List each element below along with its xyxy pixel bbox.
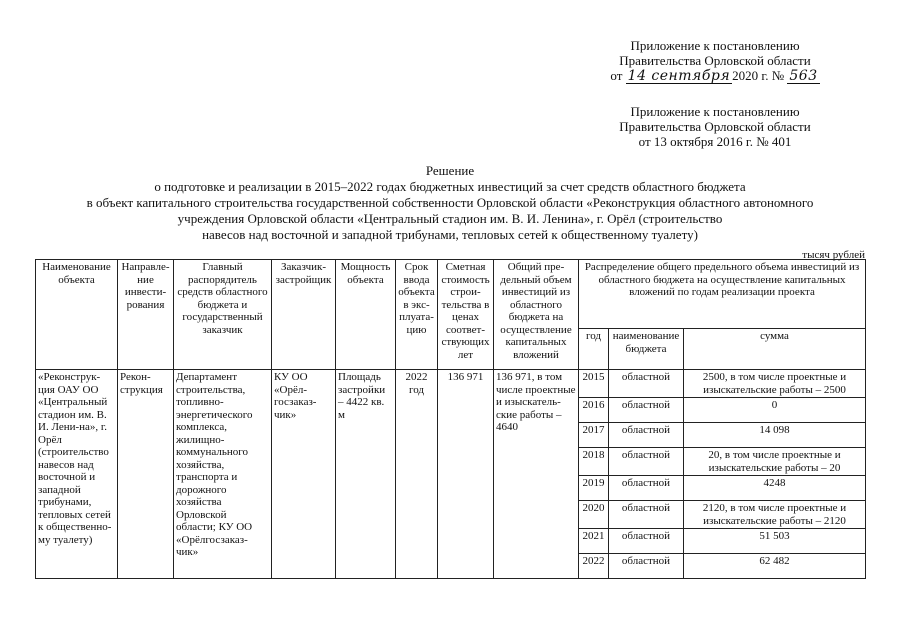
cell-budget: областной (609, 501, 684, 529)
cell-amount: 2500, в том числе проектные и изыскательские работы – 2500 (684, 370, 866, 398)
header-cost: Сметная стоимость строи-тельства в ценах соответ-ствующих лет (438, 260, 494, 370)
header-manager: Главный распорядитель средств областного бюджета и государственный заказчик (174, 260, 272, 370)
cell-year: 2022 (579, 554, 609, 579)
appendix-old-line1: Приложение к постановлению (630, 104, 800, 119)
title-line2: в объект капитального строительства государственной собственности Орловской области «Реконструкция областного автономного (86, 195, 814, 210)
cell-year: 2015 (579, 370, 609, 398)
appendix-new-date (590, 68, 840, 84)
cell-year: 2019 (579, 476, 609, 501)
date-year: 2020 г. № (732, 68, 785, 83)
cell-budget: областной (609, 423, 684, 448)
header-distribution: Распределение общего предельного объема инвестиций из областного бюджета на осуществление капитальных вложений по годам реализации проекта (579, 260, 866, 329)
title-line1: о подготовке и реализации в 2015–2022 годах бюджетных инвестиций за счет средств областного бюджета (154, 179, 746, 194)
cell-cost: 136 971 (438, 370, 494, 579)
header-direction: Направле-ние инвести-рования (118, 260, 174, 370)
appendix-new-line1: Приложение к постановлению (630, 38, 800, 53)
cell-budget: областной (609, 398, 684, 423)
header-total: Общий пре-дельный объем инвестиций из областного бюджета на осуществление капитальных вложений (494, 260, 579, 370)
title-line4: навесов над восточной и западной трибунами, тепловых сетей к общественному туалету) (202, 227, 698, 242)
units-label: тысяч рублей (802, 249, 865, 261)
handwritten-number: 563 (789, 68, 818, 84)
cell-budget: областной (609, 476, 684, 501)
header-term: Срок ввода объекта в экс-плуата-цию (396, 260, 438, 370)
cell-year: 2017 (579, 423, 609, 448)
investment-table (35, 259, 866, 579)
header-amount: сумма (684, 329, 866, 370)
header-budget-name: наименование бюджета (609, 329, 684, 370)
cell-amount: 2120, в том числе проектные и изыскательские работы – 2120 (684, 501, 866, 529)
cell-year: 2018 (579, 448, 609, 476)
cell-amount: 14 098 (684, 423, 866, 448)
cell-object-name: «Реконструк-ция ОАУ ОО «Центральный стадион им. В. И. Лени-на», г. Орёл (строительство навесов над восточной и западной трибунами, тепловых сетей к общественно-му туалету) (36, 370, 118, 579)
title-heading: Решение (425, 163, 475, 178)
cell-budget: областной (609, 448, 684, 476)
cell-year: 2020 (579, 501, 609, 529)
cell-amount: 62 482 (684, 554, 866, 579)
document-title (40, 163, 860, 243)
date-prefix: от (610, 68, 623, 83)
cell-capacity: Площадь застройки – 4422 кв. м (336, 370, 396, 579)
cell-manager: Департамент строительства, топливно-энергетического комплекса, жилищно-коммунального хозяйства, транспорта и дорожного хозяйства Орловской области; КУ ОО «Орёлгосзаказ-чик» (174, 370, 272, 579)
cell-amount: 0 (684, 398, 866, 423)
appendix-old (590, 104, 840, 149)
header-name: Наименование объекта (36, 260, 118, 370)
cell-amount: 20, в том числе проектные и изыскательские работы – 20 (684, 448, 866, 476)
cell-amount: 4248 (684, 476, 866, 501)
cell-amount: 51 503 (684, 529, 866, 554)
cell-customer: КУ ОО «Орёл-госзаказ-чик» (272, 370, 336, 579)
appendix-new (590, 38, 840, 84)
cell-budget: областной (609, 554, 684, 579)
cell-direction: Рекон-струкция (118, 370, 174, 579)
header-customer: Заказчик-застройщик (272, 260, 336, 370)
cell-year: 2021 (579, 529, 609, 554)
cell-total: 136 971, в том числе проектные и изыскатель-ские работы – 4640 (494, 370, 579, 579)
appendix-old-line2: Правительства Орловской области (619, 119, 811, 134)
title-line3: учреждения Орловской области «Центральный стадион им. В. И. Ленина», г. Орёл (строительство (177, 211, 723, 226)
appendix-old-line3: от 13 октября 2016 г. № 401 (638, 134, 792, 149)
appendix-new-line2: Правительства Орловской области (619, 53, 811, 68)
cell-budget: областной (609, 370, 684, 398)
header-year: год (579, 329, 609, 370)
cell-term: 2022 год (396, 370, 438, 579)
cell-year: 2016 (579, 398, 609, 423)
cell-budget: областной (609, 529, 684, 554)
handwritten-date: 14 сентября (627, 68, 731, 84)
table-row (36, 370, 866, 398)
header-capacity: Мощность объекта (336, 260, 396, 370)
